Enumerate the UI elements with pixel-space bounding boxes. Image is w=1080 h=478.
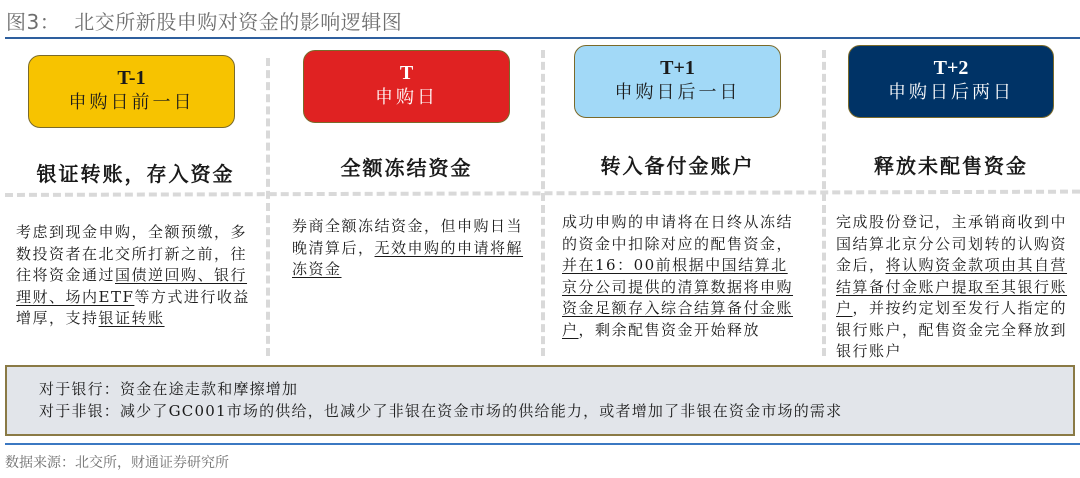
footer-divider <box>5 443 1080 445</box>
day-code: T <box>399 62 414 84</box>
figure-number: 图3： <box>6 10 61 34</box>
step-description-t-minus-1: 考虑到现金申购，全额预缴，多数投资者在北交所打新之前，往往将资金通过国债逆回购、银行理财、场内ETF等方式进行收益增厚，支持银证转账 <box>16 223 250 327</box>
day-code: T+1 <box>660 57 695 79</box>
step-subtitle-t-plus-2: 释放未配售资金 <box>874 154 1028 178</box>
underlined-text: 无效申购的申请将解冻资金 <box>292 238 524 278</box>
day-label: 申购日前一日 <box>68 92 195 113</box>
data-source: 数据来源：北交所，财通证券研究所 <box>5 455 229 471</box>
step-description-t-plus-1: 成功申购的申请将在日终从冻结的资金中扣除对应的配售资金，并在16：00前根据中国结算北京分公司提供的清算数据将申购资金足额存入综合结算备付金账户，剩余配售资金开始释放 <box>562 213 794 339</box>
day-label: 申购日后两日 <box>888 82 1014 103</box>
step-subtitle-t: 全额冻结资金 <box>340 156 473 180</box>
underlined-text: 国债逆回购、银行理财、场内ETF <box>16 266 248 306</box>
figure-title-text: 北交所新股申购对资金的影响逻辑图 <box>74 10 403 34</box>
day-box-t-plus-1 <box>574 45 781 118</box>
day-code: T-1 <box>117 67 146 89</box>
impact-bank: 对于银行：资金在途走款和摩擦增加 <box>39 380 299 398</box>
underlined-text: 将认购资金款项由其自营结算备付金账户提取至其银行账户 <box>836 256 1068 317</box>
day-box-t-minus-1 <box>28 55 235 128</box>
day-box-t <box>303 50 510 123</box>
step-subtitle-t-minus-1: 银证转账，存入资金 <box>36 162 235 186</box>
column-divider-2 <box>541 50 545 356</box>
figure-title <box>6 6 402 35</box>
column-divider-3 <box>822 50 826 356</box>
impact-non-bank: 对于非银：减少了GC001市场的供给，也减少了非银在资金市场的供给能力，或者增加了非银在资金市场的需求 <box>39 402 843 420</box>
step-description-t-plus-2: 完成股份登记，主承销商收到中国结算北京分公司划转的认购资金后，将认购资金款项由其自营结算备付金账户提取至其银行账户，并按约定划至发行人指定的银行账户，配售资金完全释放到银行账户 <box>836 213 1068 360</box>
day-label: 申购日 <box>375 87 438 108</box>
day-label: 申购日后一日 <box>614 82 741 103</box>
day-code: T+2 <box>933 57 969 79</box>
title-divider <box>5 37 1080 39</box>
step-description-t: 券商全额冻结资金，但申购日当晚清算后，无效申购的申请将解冻资金 <box>292 217 524 278</box>
step-subtitle-t-plus-1: 转入备付金账户 <box>600 154 755 178</box>
day-box-t-plus-2 <box>848 45 1054 118</box>
underlined-text: 并在16：00前根据中国结算北京分公司提供的清算数据将申购资金足额存入综合结算备付金账户 <box>562 256 794 339</box>
column-divider-1 <box>266 58 270 356</box>
impact-summary-box <box>5 365 1075 436</box>
underlined-text: 银证转账 <box>98 309 165 327</box>
